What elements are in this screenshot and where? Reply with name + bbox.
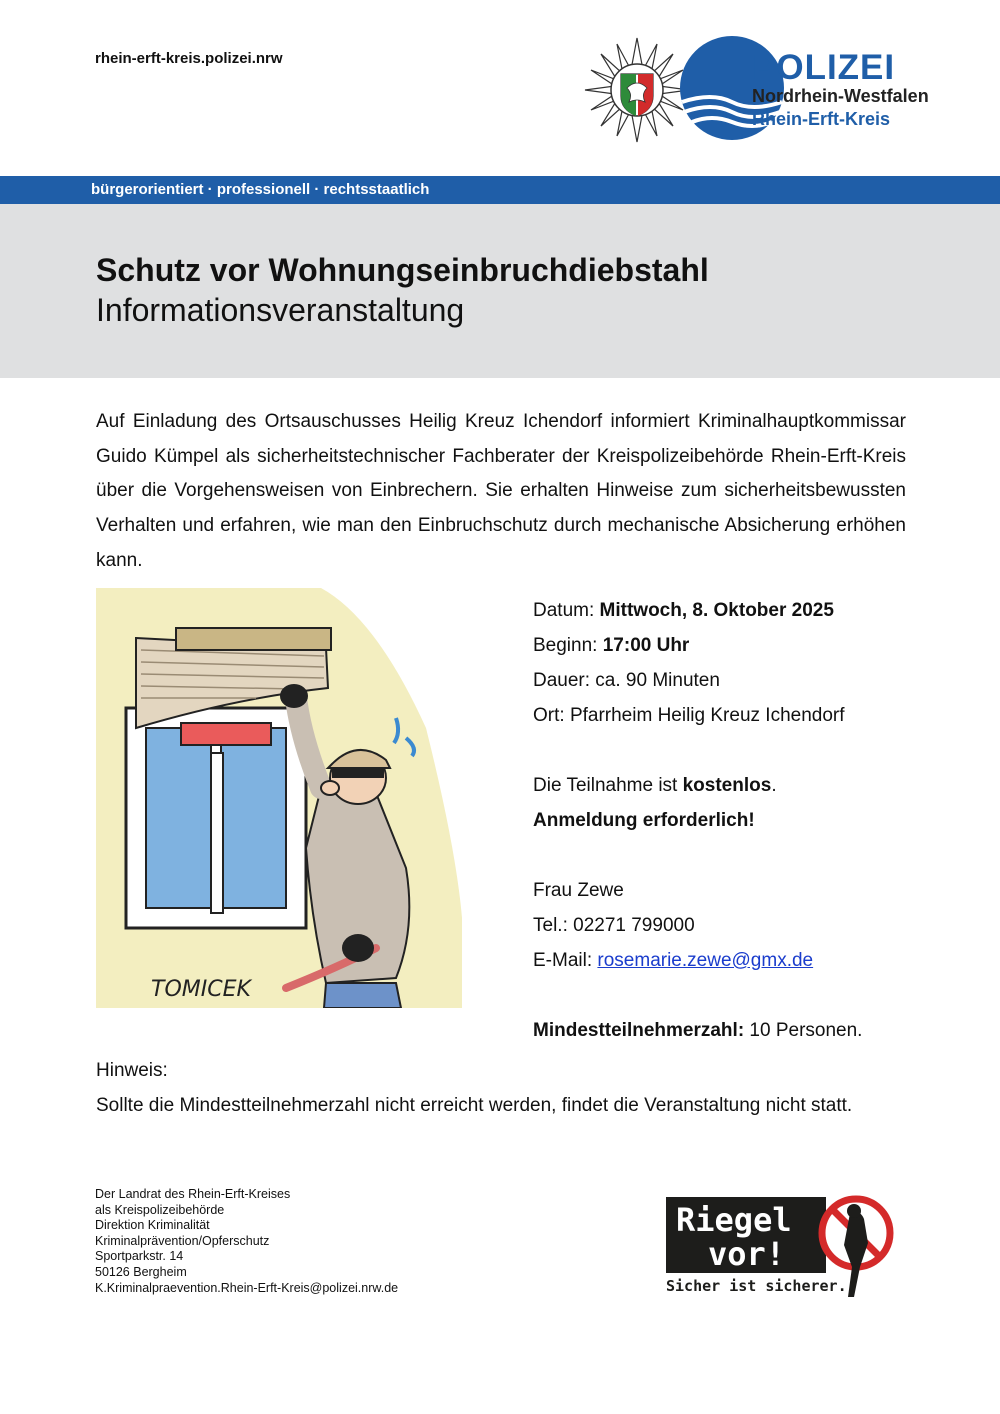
riegel-slogan: Sicher ist sicherer. [666, 1277, 847, 1295]
site-url: rhein-erft-kreis.polizei.nrw [95, 50, 283, 67]
dauer-row: Dauer: ca. 90 Minuten [533, 670, 720, 691]
datum-value: Mittwoch, 8. Oktober 2025 [599, 600, 834, 621]
logo-nrw: Nordrhein-Westfalen [752, 86, 929, 106]
datum-label: Datum: [533, 600, 600, 621]
intro-paragraph: Auf Einladung des Ortsauschusses Heilig Kreuz Ichendorf informiert Kriminalhauptkommissar Guido Kümpel als sicherheitstechnischer Fachberater der Kreispolizeibehörde Rhein-Erft-Kreis über die Vorgehensweisen von Einbrechern. Sie erhalten Hinweise zum sicherheitsbewussten Verhalten und erfahren, wie man den Einbruchschutz durch mechanische Absicherung erhöhen kann. [96, 411, 906, 571]
address-line: Direktion Kriminalität [95, 1218, 210, 1233]
address-line: 50126 Bergheim [95, 1264, 187, 1279]
teilnahme-row [533, 775, 777, 797]
email-label: E-Mail: [533, 950, 598, 971]
footer-address [95, 1187, 398, 1296]
datum-row [533, 600, 834, 622]
address-line: Kriminalprävention/Opferschutz [95, 1233, 270, 1248]
notice-text: Sollte die Mindestteilnehmerzahl nicht erreicht werden, findet die Veranstaltung nicht statt. [96, 1095, 853, 1116]
riegel-line2: vor! [708, 1235, 786, 1273]
min-label: Mindestteilnehmerzahl: [533, 1020, 745, 1041]
teilnahme-prefix: Die Teilnahme ist [533, 775, 683, 796]
title-panel [0, 204, 1000, 378]
tagline: bürgerorientiert · professionell · rechtsstaatlich [91, 181, 430, 198]
page-subtitle: Informationsveranstaltung [96, 292, 465, 328]
beginn-row [533, 635, 689, 657]
min-participants-row [533, 1020, 862, 1042]
burglar-cartoon [96, 588, 462, 1008]
teilnahme-suffix: . [771, 775, 777, 796]
beginn-value: 17:00 Uhr [602, 635, 690, 656]
page-title: Schutz vor Wohnungseinbruchdiebstahl [96, 252, 709, 288]
beginn-label: Beginn: [533, 635, 603, 656]
min-value: 10 Personen. [744, 1020, 863, 1041]
riegel-vor-logo [664, 1193, 900, 1305]
address-line: als Kreispolizeibehörde [95, 1202, 225, 1217]
email-link[interactable]: rosemarie.zewe@gmx.de [597, 950, 814, 971]
ort-row: Ort: Pfarrheim Heilig Kreuz Ichendorf [533, 705, 845, 726]
teilnahme-bold: kostenlos [682, 775, 772, 796]
logo-polizei: POLIZEI [752, 48, 896, 87]
address-email: K.Kriminalpraevention.Rhein-Erft-Kreis@polizei.nrw.de [95, 1280, 399, 1295]
address-line: Der Landrat des Rhein-Erft-Kreises [95, 1187, 291, 1201]
riegel-line1: Riegel [676, 1201, 792, 1239]
contact-tel: Tel.: 02271 799000 [533, 915, 695, 936]
notice-label: Hinweis: [96, 1060, 168, 1081]
anmeldung-row: Anmeldung erforderlich! [533, 810, 755, 831]
contact-email-row [533, 950, 813, 972]
address-line: Sportparkstr. 14 [95, 1249, 184, 1264]
contact-name: Frau Zewe [533, 880, 624, 901]
cartoon-signature: TOMICEK [151, 977, 251, 1002]
logo-kreis: Rhein-Erft-Kreis [752, 109, 891, 129]
